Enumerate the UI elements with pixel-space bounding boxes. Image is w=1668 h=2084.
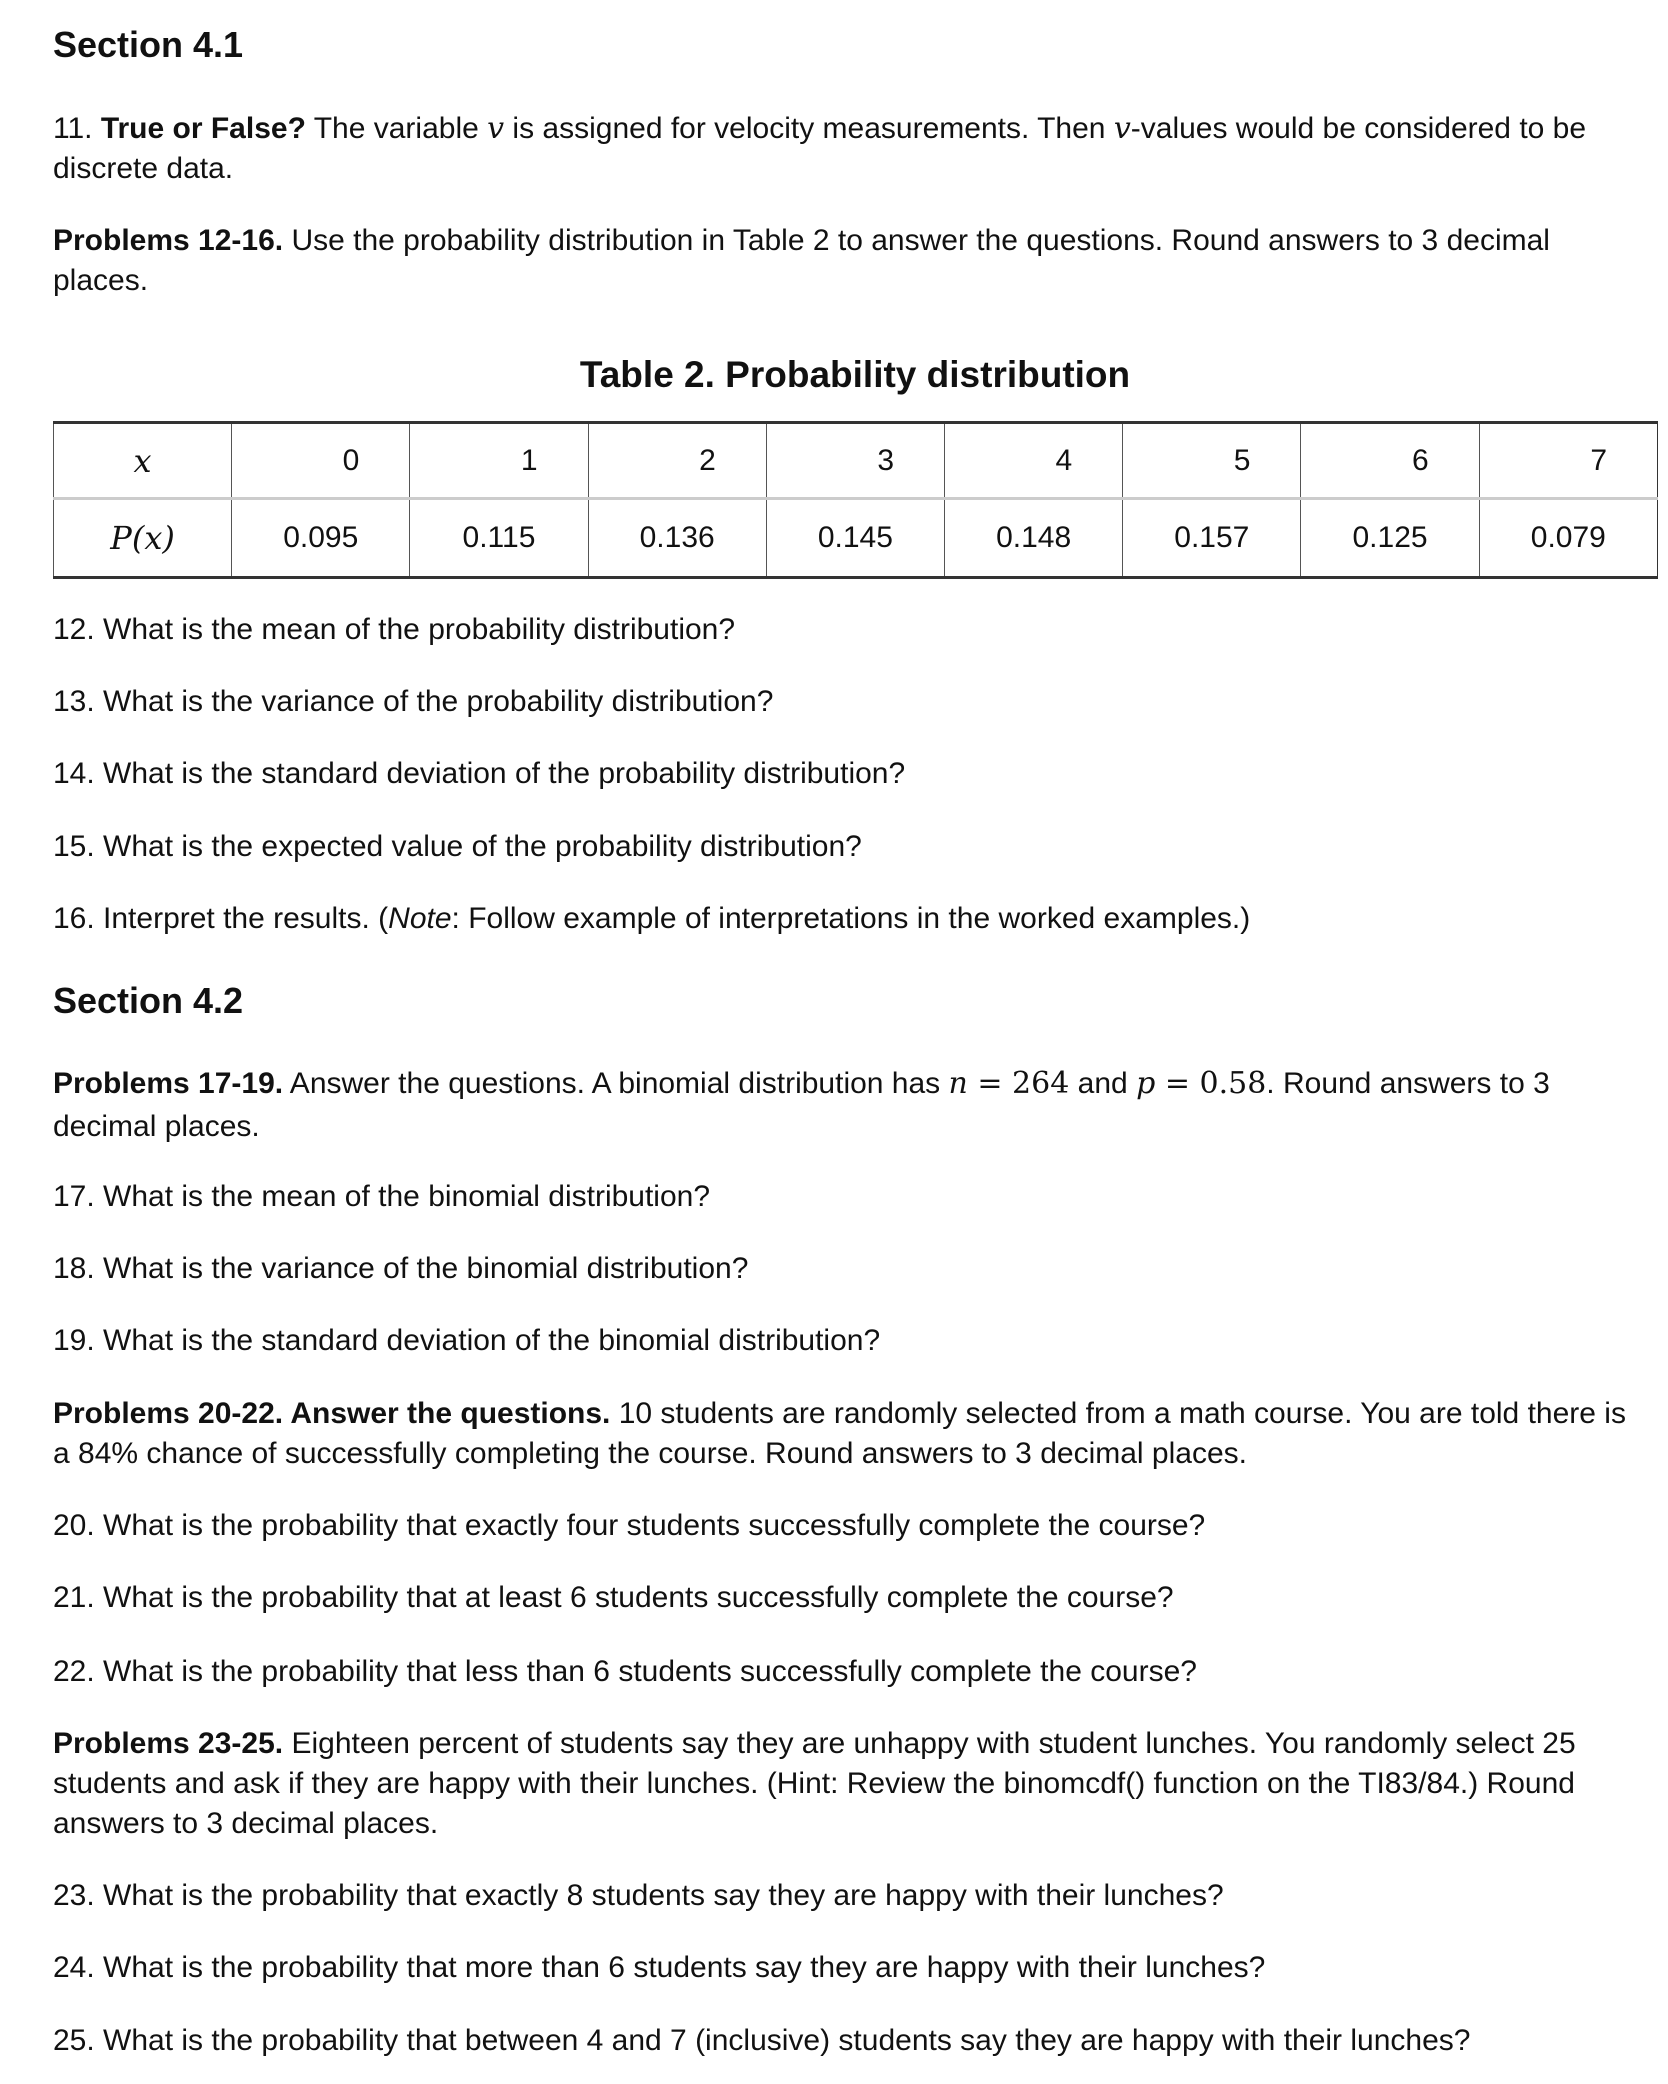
question-21: 21. What is the probability that at least 6 students successfully complete the course?	[53, 1581, 1174, 1614]
x-cell: 5	[1123, 423, 1301, 499]
question-19: 19. What is the standard deviation of the binomial distribution?	[53, 1324, 881, 1357]
x-cell: 3	[766, 423, 944, 499]
question-16: 16. Interpret the results. (Note: Follow example of interpretations in the worked examples.)	[53, 902, 1251, 935]
question-17: 17. What is the mean of the binomial distribution?	[53, 1180, 711, 1213]
question-13: 13. What is the variance of the probability distribution?	[53, 685, 774, 718]
question-22: 22. What is the probability that less than 6 students successfully complete the course?	[53, 1655, 1197, 1688]
problem-11: 11. True or False? The variable v is assigned for velocity measurements. Then v-values would be considered to be discrete data.	[53, 111, 1587, 185]
table-row-p	[54, 499, 1658, 578]
problems-12-16-intro: Problems 12-16. Use the probability distribution in Table 2 to answer the questions. Round answers to 3 decimal places.	[53, 224, 1550, 297]
p-cell: 0.148	[945, 499, 1123, 578]
x-cell: 1	[410, 423, 588, 499]
p-cell: 0.079	[1479, 499, 1657, 578]
x-cell: 7	[1479, 423, 1657, 499]
p-cell: 0.136	[588, 499, 766, 578]
x-cell: 0	[232, 423, 410, 499]
table-row-x	[54, 423, 1658, 499]
p-cell: 0.157	[1123, 499, 1301, 578]
p-cell: 0.115	[410, 499, 588, 578]
question-25: 25. What is the probability that between 4 and 7 (inclusive) students say they are happy with their lunches?	[53, 2024, 1471, 2057]
probability-table	[53, 421, 1658, 579]
p-header: P(x)	[54, 499, 232, 578]
question-18: 18. What is the variance of the binomial distribution?	[53, 1252, 749, 1285]
p-cell: 0.125	[1301, 499, 1479, 578]
question-20: 20. What is the probability that exactly four students successfully complete the course?	[53, 1509, 1206, 1542]
question-12: 12. What is the mean of the probability distribution?	[53, 613, 736, 646]
x-cell: 6	[1301, 423, 1479, 499]
p-cell: 0.145	[766, 499, 944, 578]
true-false-label: True or False?	[100, 112, 306, 145]
problems-20-22-intro: Problems 20-22. Answer the questions. 10 students are randomly selected from a math course. You are told there is a 84% chance of successfully completing the course. Round answers to 3 decimal places.	[53, 1397, 1626, 1470]
question-15: 15. What is the expected value of the probability distribution?	[53, 830, 862, 863]
x-cell: 4	[945, 423, 1123, 499]
section-heading-4-2: Section 4.2	[53, 980, 244, 1021]
problems-23-25-intro: Problems 23-25. Eighteen percent of students say they are unhappy with student lunches. You randomly select 25 students and ask if they are happy with their lunches. (Hint: Review the binomcdf() function on the TI83/84.) Round answers to 3 decimal places.	[53, 1727, 1576, 1840]
x-cell: 2	[588, 423, 766, 499]
table-title: Table 2. Probability distribution	[579, 354, 1131, 395]
question-14: 14. What is the standard deviation of the probability distribution?	[53, 757, 906, 790]
question-23: 23. What is the probability that exactly 8 students say they are happy with their lunches?	[53, 1879, 1224, 1912]
question-24: 24. What is the probability that more than 6 students say they are happy with their lunches?	[53, 1951, 1266, 1984]
x-header: x	[54, 423, 232, 499]
problems-17-19-intro: Problems 17-19. Answer the questions. A binomial distribution has n = 264 and p = 0.58. Round answers to 3 decimal places.	[53, 1066, 1550, 1143]
p-cell: 0.095	[232, 499, 410, 578]
section-heading-4-1: Section 4.1	[53, 24, 244, 65]
